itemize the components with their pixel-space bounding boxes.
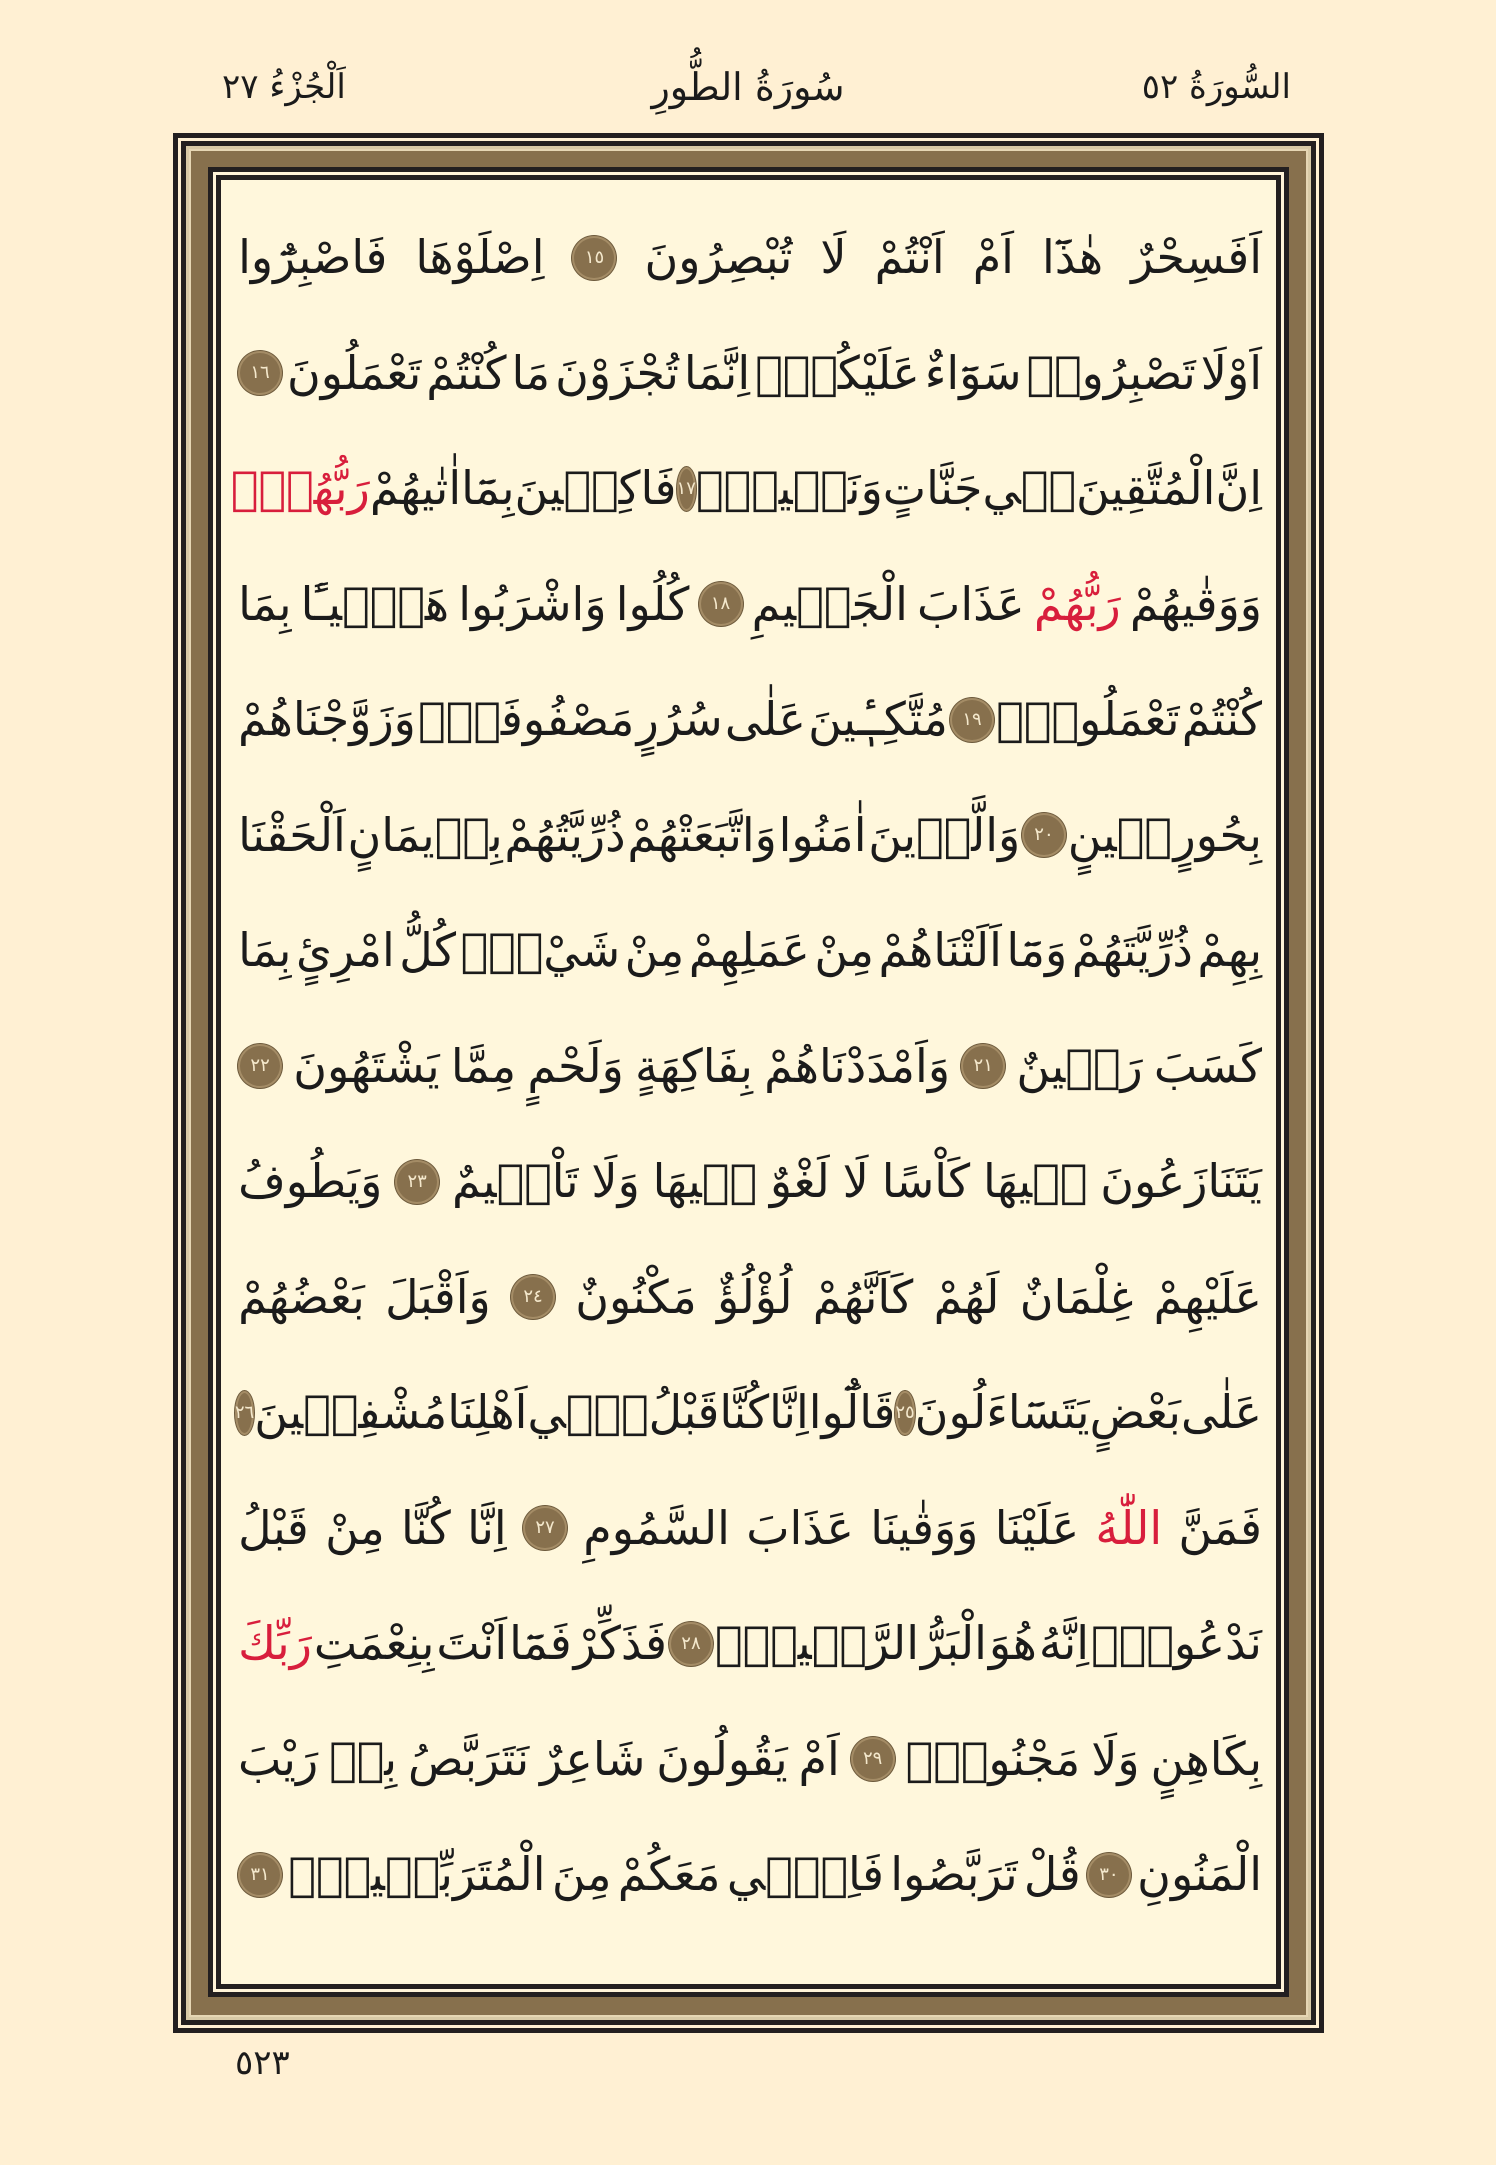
word: بَعْضٍ <box>1089 1385 1181 1439</box>
word: لَهُمْ <box>933 1269 1000 1324</box>
word: عَذَابَ <box>746 1500 854 1555</box>
word: عَلٰى <box>1180 1385 1262 1439</box>
word: شَاعِرٌ <box>540 1731 646 1786</box>
word: يَتَنَازَعُونَ <box>1100 1154 1262 1208</box>
verse-number-marker: ٢٥ <box>895 1391 914 1435</box>
word: وَلَحْمٍ <box>527 1038 624 1093</box>
word: وَاشْرَبُوا <box>458 576 607 631</box>
word: مِمَّا <box>450 1038 517 1093</box>
text-line <box>238 1009 1262 1124</box>
word: اَلَتْنَاهُمْ <box>878 923 1002 977</box>
word: الْجَحٖيمِ <box>751 576 908 631</box>
verse-number-marker: ١٦ <box>238 351 282 395</box>
text-line <box>230 431 1262 546</box>
word: وَاتَّبَعَتْهُمْ <box>627 807 777 862</box>
word: اِنَّ <box>1215 461 1262 515</box>
word: مُتَّكِـٖٔينَ <box>808 692 948 746</box>
text-line <box>238 547 1262 662</box>
word: مُشْفِقٖينَ <box>254 1385 448 1439</box>
word: سُرُرٍ <box>636 692 723 746</box>
word: الْبَرُّ <box>920 1616 987 1670</box>
word: مِنَ <box>551 1847 612 1901</box>
text-line <box>238 1124 1262 1239</box>
word: عَلٰى <box>724 692 806 746</box>
word: اَنْتَ <box>436 1616 508 1670</box>
text-line <box>238 1240 1262 1355</box>
highlighted-word: رَبِّكَ <box>238 1616 312 1670</box>
word: عَمَلِهِمْ <box>688 923 810 977</box>
word: مَصْفُوفَةٍۚ <box>418 692 635 746</box>
word: فَمَٓا <box>509 1616 572 1670</box>
word: كَاَنَّهُمْ <box>812 1269 914 1324</box>
word: فَاِنّٖي <box>726 1847 884 1901</box>
text-line <box>238 893 1262 1008</box>
verse-number-marker: ١٥ <box>572 236 616 280</box>
juz-label: اَلْجُزْءُ ٢٧ <box>222 67 346 107</box>
word: هَنٖٓيـًٔا <box>300 576 450 631</box>
word: وَاَمْدَدْنَاهُمْ <box>764 1038 951 1093</box>
word: اَوْلَا <box>1200 345 1262 400</box>
word: اٰمَنُوا <box>778 807 867 862</box>
word: اِنَّا <box>467 1500 507 1555</box>
word: مِنْ <box>814 923 874 977</box>
word: بِمَا <box>238 576 292 631</box>
word: اَفَسِحْرٌ <box>1131 230 1262 284</box>
word: غِلْمَانٌ <box>1019 1269 1134 1324</box>
word: مِنْ <box>325 1500 385 1555</box>
word: اِنَّا <box>769 1385 809 1439</box>
word: اِنَّهُ <box>1038 1616 1090 1670</box>
word: كَسَبَ <box>1153 1038 1262 1093</box>
verse-number-marker: ٣٠ <box>1087 1853 1131 1897</box>
word: اِنَّمَا <box>683 345 751 400</box>
word: بَعْضُهُمْ <box>238 1269 365 1324</box>
word: عَذَابَ <box>917 576 1025 631</box>
verse-number-marker: ٢٤ <box>511 1275 555 1319</box>
word: اَلْحَقْنَا <box>238 807 346 862</box>
word: لُؤْلُؤٌ <box>716 1269 793 1324</box>
word: اٰتٰيهُمْ <box>369 461 462 515</box>
word: لَغْوٌ <box>769 1154 830 1208</box>
verse-number-marker: ٢١ <box>961 1044 1005 1088</box>
word: فَاصْبِرُٓوا <box>238 230 388 284</box>
word: فٖي <box>982 461 1076 515</box>
verse-number-marker: ٢٨ <box>669 1622 713 1666</box>
word: بِمَا <box>238 923 292 977</box>
surah-number-label: السُّورَةُ ٥٢ <box>1141 67 1291 107</box>
text-line <box>238 316 1262 431</box>
word: هُوَ <box>988 1616 1037 1670</box>
word: وَلَا <box>591 1154 640 1208</box>
word: كُنْتُمْ <box>1181 692 1262 746</box>
word: كُلُوا <box>615 576 690 631</box>
quran-text-body <box>230 200 1262 1970</box>
word: يَقُولُونَ <box>656 1731 788 1786</box>
word: بِهٖ <box>329 1731 398 1786</box>
word: مَا <box>511 345 551 400</box>
word: سَوَٓاءٌ <box>924 345 1022 400</box>
word: مَعَكُمْ <box>617 1847 721 1901</box>
highlighted-word: اللّٰهُ <box>1095 1500 1163 1555</box>
word: اِصْلَوْهَا <box>415 230 545 284</box>
surah-title: سُورَةُ الطُّورِ <box>651 65 845 109</box>
verse-number-marker: ٢٢ <box>238 1044 282 1088</box>
word: قَبْلُ <box>238 1500 309 1555</box>
word: تَاْثٖيمٌ <box>451 1154 579 1208</box>
word: عٖينٍ <box>1067 807 1172 862</box>
word: شَيْءٍۜ <box>460 923 621 977</box>
word: لَا <box>820 230 847 284</box>
verse-number-marker: ٢٣ <box>395 1160 439 1204</box>
text-line <box>238 1586 1262 1701</box>
word: نَدْعُوهُۜ <box>1091 1616 1262 1670</box>
word: تَرَبَّصُوا <box>890 1847 1018 1901</box>
word: كُلُّ <box>399 923 456 977</box>
word: فَمَنَّ <box>1178 1500 1262 1555</box>
page-header <box>0 62 1496 132</box>
verse-number-marker: ١٧ <box>677 467 696 511</box>
word: قُلْ <box>1023 1847 1081 1901</box>
word: مَجْنُونٍۜ <box>905 1731 1081 1786</box>
verse-number-marker: ٢٦ <box>235 1391 254 1435</box>
word: وَاَقْبَلَ <box>385 1269 491 1324</box>
word: امْرِئٍ <box>295 923 395 977</box>
word: قَالُٓوا <box>808 1385 896 1439</box>
page-number: ٥٢٣ <box>235 2043 290 2083</box>
word: فَاكِهٖينَ <box>514 461 677 515</box>
text-line <box>238 778 1262 893</box>
word: بِحُورٍ <box>1173 807 1262 862</box>
word: بِمَٓا <box>461 461 515 515</box>
word: نَتَرَبَّصُ <box>407 1731 530 1786</box>
verse-number-marker: ٢٧ <box>523 1506 567 1550</box>
text-line <box>238 1817 1262 1932</box>
word: فٖٓي <box>527 1385 649 1439</box>
verse-number-marker: ١٩ <box>950 698 994 742</box>
word: ذُرِّيَّتَهُمْ <box>1071 923 1193 977</box>
word: كَاْسًا <box>881 1154 971 1208</box>
word: الرَّحٖيمُ۟ <box>714 1616 919 1670</box>
word: يَشْتَهُونَ <box>293 1038 440 1093</box>
word: وَزَوَّجْنَاهُمْ <box>238 692 416 746</box>
word: عَلَيْكُمْۜ <box>755 345 920 400</box>
word: هٰذَٓا <box>1041 230 1104 284</box>
word: قَبْلُ <box>648 1385 720 1439</box>
word: كُنَّا <box>401 1500 451 1555</box>
word: وَالَّذٖينَ <box>868 807 1021 862</box>
word: بِاٖيمَانٍ <box>347 807 503 862</box>
word: بِفَاكِهَةٍ <box>635 1038 753 1093</box>
word: بِهِمْ <box>1197 923 1262 977</box>
word: عَلَيْهِمْ <box>1153 1269 1262 1324</box>
word: اَهْلِنَا <box>447 1385 528 1439</box>
word: تَعْمَلُونَ <box>286 345 422 400</box>
verse-number-marker: ١٨ <box>699 582 743 626</box>
word: وَوَقٰيهُمْ <box>1129 576 1262 631</box>
text-line <box>238 662 1262 777</box>
word: فٖيهَا <box>983 1154 1088 1208</box>
word: السَّمُومِ <box>583 1500 730 1555</box>
word: وَيَطُوفُ <box>238 1154 383 1208</box>
word: تُجْزَوْنَ <box>555 345 679 400</box>
text-line <box>234 1355 1262 1470</box>
word: اَمْ <box>972 230 1014 284</box>
text-line <box>238 1471 1262 1586</box>
verse-number-marker: ٢٠ <box>1022 813 1066 857</box>
verse-number-marker: ٣١ <box>238 1853 282 1897</box>
word: الْمَنُونِ <box>1137 1847 1262 1901</box>
word: وَنَعٖيمٍۙ <box>695 461 883 515</box>
word: تُبْصِرُونَ <box>644 230 793 284</box>
highlighted-word: رَبُّهُمْۚ <box>230 461 370 515</box>
word: تَصْبِرُواۚ <box>1026 345 1196 400</box>
word: بِكَاهِنٍ <box>1150 1731 1262 1786</box>
word: جَنَّاتٍ <box>882 461 983 515</box>
word: كُنْتُمْ <box>426 345 507 400</box>
word: رَهٖينٌ <box>1016 1038 1143 1093</box>
word: اَنْتُمْ <box>874 230 945 284</box>
text-line <box>238 200 1262 315</box>
word: وَمَٓا <box>1006 923 1068 977</box>
word: فٖيهَا <box>652 1154 757 1208</box>
word: مِنْ <box>624 923 685 977</box>
word: كُنَّا <box>719 1385 770 1439</box>
word: فَذَكِّرْ <box>573 1616 668 1670</box>
verse-number-marker: ٢٩ <box>851 1737 895 1781</box>
text-line <box>238 1702 1262 1817</box>
word: وَوَقٰينَا <box>870 1500 979 1555</box>
word: عَلَيْنَا <box>994 1500 1080 1555</box>
highlighted-word: رَبُّهُمْ <box>1033 576 1121 631</box>
word: ذُرِّيَّتُهُمْ <box>504 807 626 862</box>
word: يَتَسَٓاءَلُونَ <box>914 1385 1090 1439</box>
word: وَلَا <box>1091 1731 1140 1786</box>
word: الْمُتَّقِينَ <box>1076 461 1216 515</box>
word: الْمُتَرَبِّصٖينَۜ <box>288 1847 546 1901</box>
word: رَيْبَ <box>238 1731 319 1786</box>
word: تَعْمَلُونَۙ <box>996 692 1180 746</box>
word: اَمْ <box>798 1731 840 1786</box>
word: بِنِعْمَتِ <box>313 1616 435 1670</box>
word: لَا <box>842 1154 869 1208</box>
word: مَكْنُونٌ <box>575 1269 697 1324</box>
